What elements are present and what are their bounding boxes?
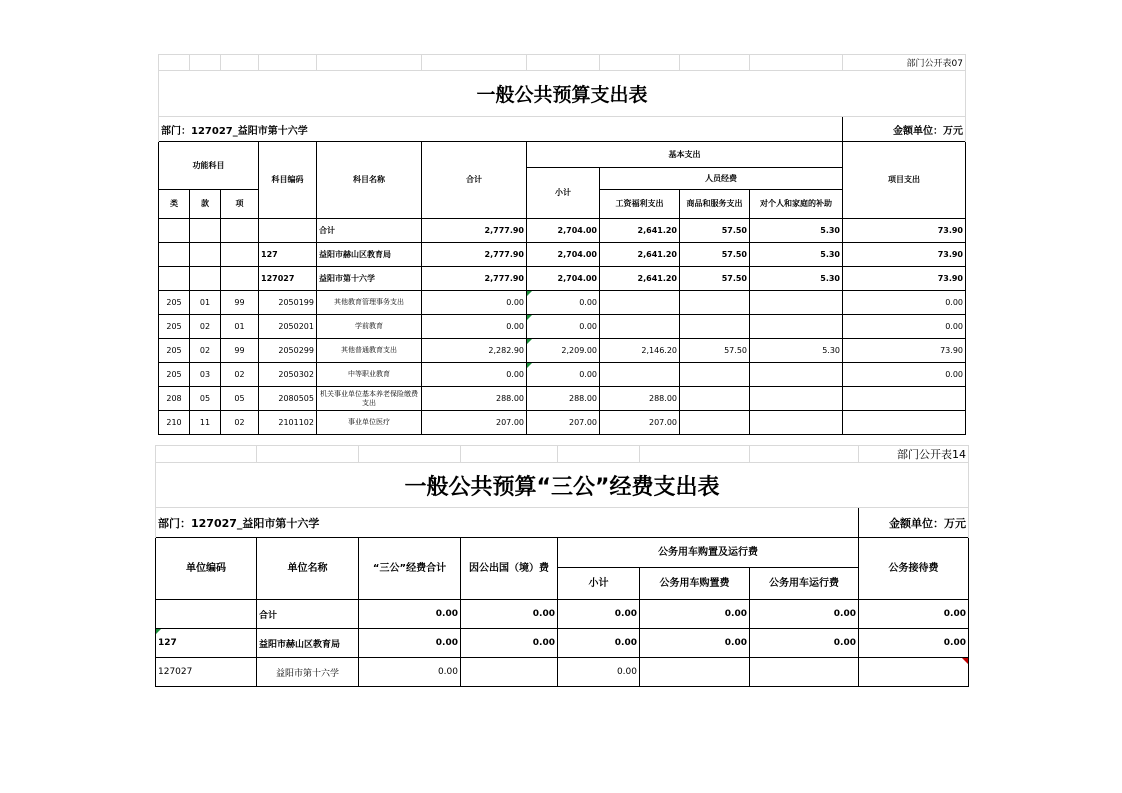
cell-reception <box>859 658 969 687</box>
cell-subtotal: 0.00 <box>558 629 640 658</box>
header-kuan: 款 <box>190 190 221 219</box>
cell-name: 合计 <box>317 219 422 243</box>
unit-label: 金额单位：万元 <box>859 508 969 538</box>
cell-subsidy: 5.30 <box>750 219 843 243</box>
table-row <box>159 219 966 243</box>
cell-subsidy <box>750 315 843 339</box>
unit-label: 金额单位：万元 <box>843 117 966 142</box>
table-title: 一般公共预算支出表 <box>159 71 966 117</box>
cell-code <box>259 219 317 243</box>
cell-project: 73.90 <box>843 267 966 291</box>
cell-project: 0.00 <box>843 363 966 387</box>
cell-total: 0.00 <box>422 363 527 387</box>
table-tag: 部门公开表07 <box>843 55 966 71</box>
sangong-expenditure-table <box>155 445 969 687</box>
cell-name: 学前教育 <box>317 315 422 339</box>
cell-code: 2101102 <box>259 411 317 435</box>
header-sangong-total: “三公”经费合计 <box>359 538 461 600</box>
cell-reception: 0.00 <box>859 600 969 629</box>
cell-goods: 57.50 <box>680 243 750 267</box>
cell-name: 益阳市赫山区教育局 <box>317 243 422 267</box>
cell-total: 0.00 <box>422 315 527 339</box>
cell-name: 中等职业教育 <box>317 363 422 387</box>
cell-code: 2050299 <box>259 339 317 363</box>
cell-wage <box>600 315 680 339</box>
cell-kuan <box>190 219 221 243</box>
cell-xiang: 99 <box>221 339 259 363</box>
table-row <box>159 243 966 267</box>
header-personnel: 人员经费 <box>600 168 843 190</box>
header-subtotal: 小计 <box>558 568 640 600</box>
cell-code: 2050302 <box>259 363 317 387</box>
table-row <box>159 267 966 291</box>
cell-subtotal: 0.00 <box>558 658 640 687</box>
cell-kuan <box>190 243 221 267</box>
table-row <box>159 411 966 435</box>
cell-subtotal: 288.00 <box>527 387 600 411</box>
cell-xiang <box>221 267 259 291</box>
cell-total: 2,777.90 <box>422 243 527 267</box>
cell-total: 2,777.90 <box>422 267 527 291</box>
cell-name: 益阳市赫山区教育局 <box>257 629 359 658</box>
cell-kuan <box>190 267 221 291</box>
cell-goods <box>680 387 750 411</box>
cell-goods <box>680 363 750 387</box>
cell-purchase: 0.00 <box>640 600 750 629</box>
table-tag: 部门公开表14 <box>859 446 969 463</box>
cell-subsidy <box>750 387 843 411</box>
cell-kuan: 11 <box>190 411 221 435</box>
top-gridline-row <box>159 55 966 71</box>
cell-abroad: 0.00 <box>461 600 558 629</box>
table-row <box>159 363 966 387</box>
cell-kuan: 02 <box>190 315 221 339</box>
table-row <box>156 600 969 629</box>
header-lei: 类 <box>159 190 190 219</box>
cell-purchase <box>640 658 750 687</box>
table-row <box>159 387 966 411</box>
cell-wage: 2,641.20 <box>600 243 680 267</box>
cell-project <box>843 411 966 435</box>
header-abroad: 因公出国（境）费 <box>461 538 558 600</box>
cell-code: 127 <box>259 243 317 267</box>
cell-name: 机关事业单位基本养老保险缴费支出 <box>317 387 422 411</box>
header-vehicle: 公务用车购置及运行费 <box>558 538 859 568</box>
cell-wage: 288.00 <box>600 387 680 411</box>
cell-lei: 205 <box>159 291 190 315</box>
cell-subtotal: 2,209.00 <box>527 339 600 363</box>
cell-reception: 0.00 <box>859 629 969 658</box>
cell-lei: 205 <box>159 363 190 387</box>
cell-project: 0.00 <box>843 315 966 339</box>
cell-subsidy <box>750 411 843 435</box>
cell-subsidy: 5.30 <box>750 267 843 291</box>
budget-expenditure-table <box>158 54 966 435</box>
cell-total: 2,282.90 <box>422 339 527 363</box>
table-row <box>159 291 966 315</box>
cell-total: 2,777.90 <box>422 219 527 243</box>
cell-lei <box>159 243 190 267</box>
cell-kuan: 02 <box>190 339 221 363</box>
cell-name: 益阳市第十六学 <box>317 267 422 291</box>
cell-project: 73.90 <box>843 243 966 267</box>
cell-project: 0.00 <box>843 291 966 315</box>
cell-code: 2050201 <box>259 315 317 339</box>
cell-lei: 205 <box>159 315 190 339</box>
header-code: 科目编码 <box>259 142 317 219</box>
cell-subtotal: 207.00 <box>527 411 600 435</box>
cell-abroad <box>461 658 558 687</box>
cell-code: 127027 <box>259 267 317 291</box>
cell-total: 0.00 <box>359 629 461 658</box>
cell-xiang: 02 <box>221 411 259 435</box>
cell-running: 0.00 <box>750 600 859 629</box>
cell-total: 0.00 <box>359 600 461 629</box>
cell-goods <box>680 315 750 339</box>
cell-wage <box>600 363 680 387</box>
cell-lei <box>159 267 190 291</box>
cell-lei: 208 <box>159 387 190 411</box>
cell-lei: 210 <box>159 411 190 435</box>
cell-wage: 2,641.20 <box>600 219 680 243</box>
header-goods: 商品和服务支出 <box>680 190 750 219</box>
cell-wage: 2,641.20 <box>600 267 680 291</box>
cell-xiang: 02 <box>221 363 259 387</box>
table-row <box>159 315 966 339</box>
header-subsidy: 对个人和家庭的补助 <box>750 190 843 219</box>
cell-total: 0.00 <box>422 291 527 315</box>
cell-kuan: 01 <box>190 291 221 315</box>
header-purchase: 公务用车购置费 <box>640 568 750 600</box>
cell-subtotal: 2,704.00 <box>527 219 600 243</box>
department-label: 部门：127027_益阳市第十六学 <box>156 508 859 538</box>
cell-subtotal: 0.00 <box>527 291 600 315</box>
top-gridline-row <box>156 446 969 463</box>
cell-code: 2050199 <box>259 291 317 315</box>
header-basic: 基本支出 <box>527 142 843 168</box>
cell-name: 其他普通教育支出 <box>317 339 422 363</box>
cell-project: 73.90 <box>843 219 966 243</box>
cell-name: 事业单位医疗 <box>317 411 422 435</box>
cell-goods <box>680 411 750 435</box>
cell-wage <box>600 291 680 315</box>
cell-lei: 205 <box>159 339 190 363</box>
cell-subsidy: 5.30 <box>750 243 843 267</box>
cell-code: 2080505 <box>259 387 317 411</box>
cell-xiang <box>221 243 259 267</box>
table-row <box>159 339 966 363</box>
header-project: 项目支出 <box>843 142 966 219</box>
header-subtotal: 小计 <box>527 168 600 219</box>
cell-code: 127 <box>156 629 257 658</box>
cell-total: 288.00 <box>422 387 527 411</box>
department-label: 部门：127027_益阳市第十六学 <box>159 117 843 142</box>
header-name: 科目名称 <box>317 142 422 219</box>
cell-xiang: 01 <box>221 315 259 339</box>
cell-abroad: 0.00 <box>461 629 558 658</box>
cell-subsidy <box>750 363 843 387</box>
cell-xiang: 05 <box>221 387 259 411</box>
cell-code <box>156 600 257 629</box>
header-unit-name: 单位名称 <box>257 538 359 600</box>
cell-goods <box>680 291 750 315</box>
cell-subtotal: 0.00 <box>558 600 640 629</box>
cell-wage: 207.00 <box>600 411 680 435</box>
cell-goods: 57.50 <box>680 267 750 291</box>
header-func-subject: 功能科目 <box>159 142 259 190</box>
header-reception: 公务接待费 <box>859 538 969 600</box>
header-wage: 工资福利支出 <box>600 190 680 219</box>
cell-project: 73.90 <box>843 339 966 363</box>
cell-total: 207.00 <box>422 411 527 435</box>
cell-kuan: 05 <box>190 387 221 411</box>
cell-name: 合计 <box>257 600 359 629</box>
header-running: 公务用车运行费 <box>750 568 859 600</box>
cell-project <box>843 387 966 411</box>
table-title: 一般公共预算“三公”经费支出表 <box>156 463 969 508</box>
cell-running: 0.00 <box>750 629 859 658</box>
header-unit-code: 单位编码 <box>156 538 257 600</box>
cell-xiang <box>221 219 259 243</box>
cell-xiang: 99 <box>221 291 259 315</box>
header-xiang: 项 <box>221 190 259 219</box>
cell-subtotal: 2,704.00 <box>527 267 600 291</box>
cell-subsidy: 5.30 <box>750 339 843 363</box>
cell-subtotal: 2,704.00 <box>527 243 600 267</box>
cell-subsidy <box>750 291 843 315</box>
cell-subtotal: 0.00 <box>527 363 600 387</box>
cell-running <box>750 658 859 687</box>
cell-wage: 2,146.20 <box>600 339 680 363</box>
cell-lei <box>159 219 190 243</box>
cell-goods: 57.50 <box>680 339 750 363</box>
cell-code: 127027 <box>156 658 257 687</box>
cell-kuan: 03 <box>190 363 221 387</box>
cell-name: 其他教育管理事务支出 <box>317 291 422 315</box>
cell-name: 益阳市第十六学 <box>257 658 359 687</box>
cell-purchase: 0.00 <box>640 629 750 658</box>
cell-total: 0.00 <box>359 658 461 687</box>
cell-subtotal: 0.00 <box>527 315 600 339</box>
table-row <box>156 658 969 687</box>
header-total: 合计 <box>422 142 527 219</box>
cell-goods: 57.50 <box>680 219 750 243</box>
table-row <box>156 629 969 658</box>
